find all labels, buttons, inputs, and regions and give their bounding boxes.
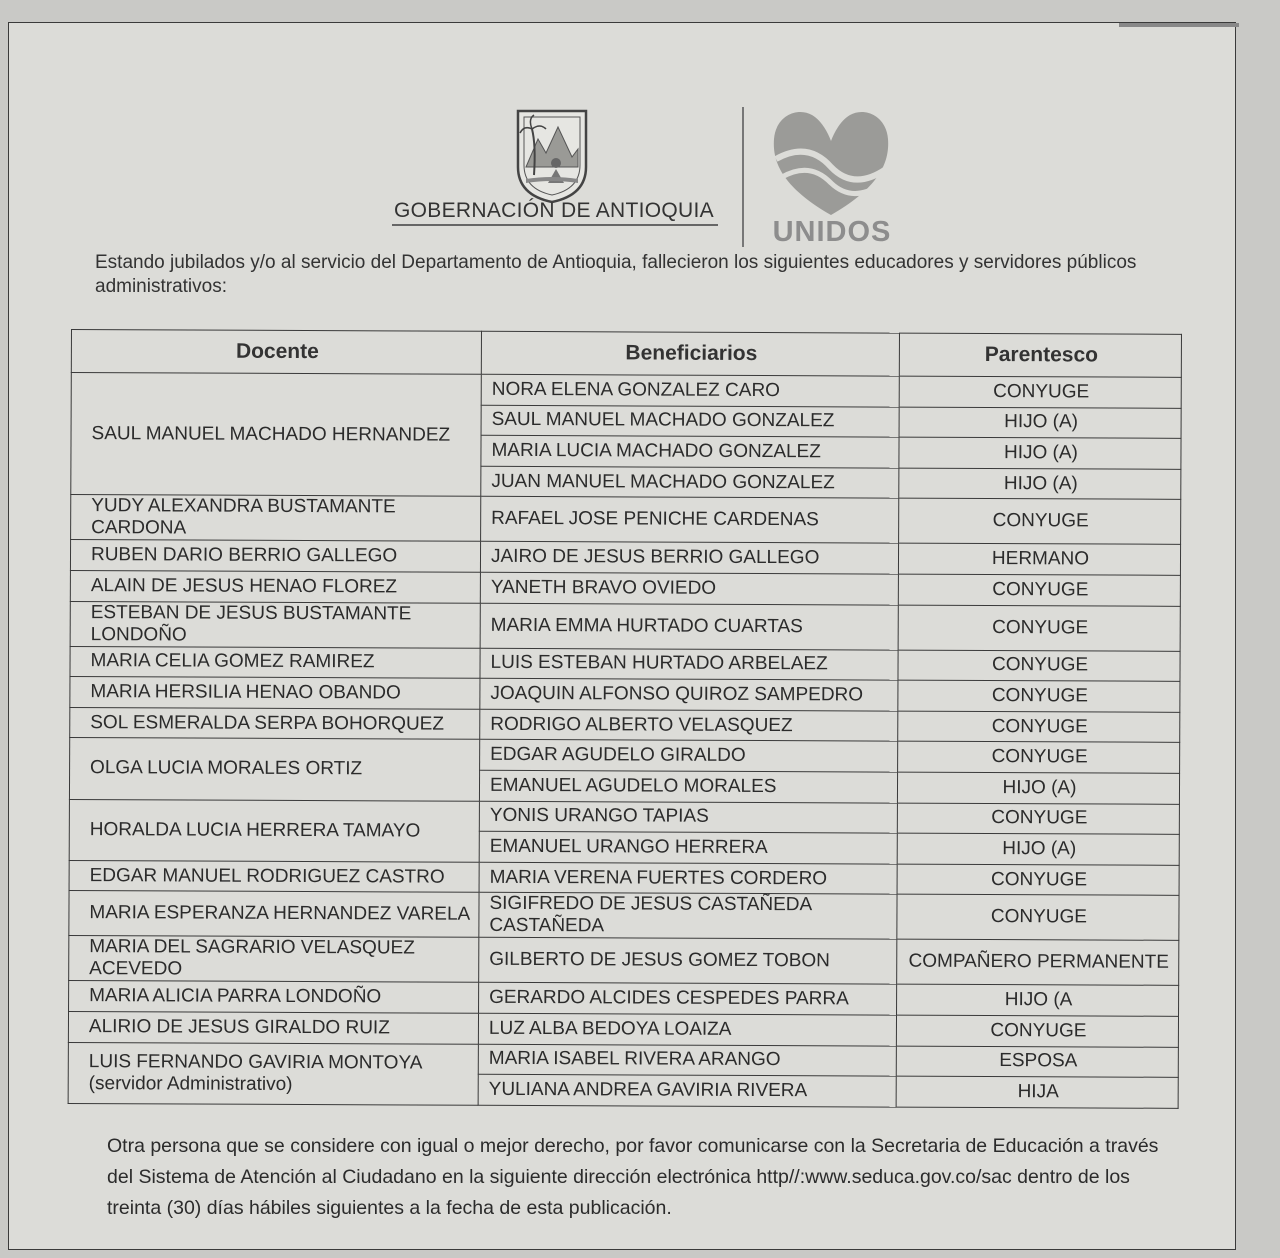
parentesco-cell: CONYUGE	[898, 741, 1180, 773]
beneficiario-cell: RAFAEL JOSE PENICHE CARDENAS	[481, 497, 899, 544]
beneficiario-cell: SIGIFREDO DE JESUS CASTAÑEDA CASTAÑEDA	[479, 893, 897, 940]
notice-page	[8, 22, 1236, 1250]
table-row	[70, 646, 1180, 681]
docente-cell: YUDY ALEXANDRA BUSTAMANTE CARDONA	[71, 495, 481, 542]
table-header-row	[71, 330, 1181, 378]
beneficiario-cell: EDGAR AGUDELO GIRALDO	[480, 740, 898, 772]
beneficiario-cell: EMANUEL AGUDELO MORALES	[479, 770, 897, 802]
table-row	[70, 540, 1180, 575]
table-row	[70, 570, 1180, 605]
table-row	[70, 601, 1180, 651]
beneficiario-cell: GERARDO ALCIDES CESPEDES PARRA	[479, 983, 897, 1015]
parentesco-cell: CONYUGE	[899, 376, 1181, 408]
docente-cell: MARIA CELIA GOMEZ RAMIREZ	[70, 646, 480, 678]
table-row	[71, 495, 1181, 545]
header-beneficiarios: Beneficiarios	[481, 331, 899, 376]
table-row	[69, 891, 1179, 941]
coat-of-arms-icon	[512, 105, 592, 205]
parentesco-cell: CONYUGE	[899, 498, 1181, 544]
table-row	[70, 677, 1180, 712]
beneficiario-cell: YONIS URANGO TAPIAS	[479, 801, 897, 833]
beneficiario-cell: EMANUEL URANGO HERRERA	[479, 831, 897, 863]
table-row	[69, 981, 1179, 1016]
table-row	[69, 799, 1179, 834]
docente-cell: SAUL MANUEL MACHADO HERNANDEZ	[71, 373, 482, 497]
table-row	[68, 1042, 1178, 1077]
beneficiario-cell: MARIA LUCIA MACHADO GONZALEZ	[481, 435, 899, 467]
beneficiario-cell: NORA ELENA GONZALEZ CARO	[481, 374, 899, 406]
beneficiario-cell: YANETH BRAVO OVIEDO	[480, 572, 898, 604]
parentesco-cell: COMPAÑERO PERMANENTE	[897, 939, 1179, 985]
parentesco-cell: CONYUGE	[897, 894, 1179, 940]
parentesco-cell: ESPOSA	[896, 1046, 1178, 1078]
header-parentesco: Parentesco	[899, 333, 1181, 377]
intro-paragraph: Estando jubilados y/o al servicio del Departamento de Antioquia, fallecieron los siguientes educadores y servidores públicos administrativos:	[95, 252, 1137, 297]
docente-cell: MARIA ALICIA PARRA LONDOÑO	[69, 981, 479, 1013]
closing-paragraph: Otra persona que se considere con igual o mejor derecho, por favor comunicarse con la Secretaria de Educación a través del Sistema de Atención al Ciudadano en la siguiente dirección electrónica http//:www.seduca.gov.co/sac dentro de los treinta (30) días hábiles siguientes a la fecha de esta publicación.	[107, 1135, 1159, 1219]
docente-cell: EDGAR MANUEL RODRIGUEZ CASTRO	[69, 860, 479, 892]
logo-header	[384, 83, 904, 253]
beneficiario-cell: LUZ ALBA BEDOYA LOAIZA	[478, 1013, 896, 1045]
beneficiario-cell: JOAQUIN ALFONSO QUIROZ SAMPEDRO	[480, 678, 898, 710]
parentesco-cell: HIJO (A)	[899, 407, 1181, 439]
parentesco-cell: CONYUGE	[898, 650, 1180, 682]
beneficiario-cell: GILBERTO DE JESUS GOMEZ TOBON	[479, 938, 897, 985]
beneficiario-cell: LUIS ESTEBAN HURTADO ARBELAEZ	[480, 648, 898, 680]
parentesco-cell: CONYUGE	[898, 680, 1180, 712]
beneficiario-cell: SAUL MANUEL MACHADO GONZALEZ	[481, 405, 899, 437]
docente-cell: OLGA LUCIA MORALES ORTIZ	[69, 738, 479, 801]
parentesco-cell: HIJO (A)	[899, 437, 1181, 469]
parentesco-cell: HIJO (A)	[899, 468, 1181, 500]
table-row	[70, 738, 1180, 773]
parentesco-cell: CONYUGE	[898, 574, 1180, 606]
unidos-wordmark: UNIDOS	[772, 216, 892, 248]
parentesco-cell: CONYUGE	[897, 803, 1179, 835]
beneficiario-cell: RODRIGO ALBERTO VELASQUEZ	[480, 709, 898, 741]
beneficiaries-table	[68, 329, 1182, 1109]
parentesco-cell: HIJA	[896, 1076, 1178, 1108]
parentesco-cell: CONYUGE	[896, 1015, 1178, 1047]
unidos-heart-icon	[768, 107, 894, 219]
beneficiario-cell: JUAN MANUEL MACHADO GONZALEZ	[481, 466, 899, 498]
beneficiario-cell: MARIA VERENA FUERTES CORDERO	[479, 862, 897, 894]
docente-cell: ALIRIO DE JESUS GIRALDO RUIZ	[68, 1011, 478, 1043]
beneficiario-cell: MARIA EMMA HURTADO CUARTAS	[480, 603, 898, 650]
beneficiario-cell: MARIA ISABEL RIVERA ARANGO	[478, 1044, 896, 1076]
docente-cell: RUBEN DARIO BERRIO GALLEGO	[70, 540, 480, 572]
parentesco-cell: CONYUGE	[898, 605, 1180, 651]
docente-cell: ALAIN DE JESUS HENAO FLOREZ	[70, 570, 480, 602]
parentesco-cell: HIJO (A	[897, 984, 1179, 1016]
docente-cell: MARIA HERSILIA HENAO OBANDO	[70, 677, 480, 709]
logo-divider	[742, 107, 744, 247]
table-row	[69, 936, 1179, 986]
parentesco-cell: CONYUGE	[897, 864, 1179, 896]
docente-cell: LUIS FERNANDO GAVIRIA MONTOYA (servidor Administrativo)	[68, 1042, 478, 1105]
docente-cell: MARIA ESPERANZA HERNANDEZ VARELA	[69, 891, 479, 938]
page-edge-mark	[1119, 23, 1239, 27]
parentesco-cell: HERMANO	[898, 543, 1180, 575]
table-row	[69, 860, 1179, 895]
table-row	[68, 1011, 1178, 1046]
docente-cell: HORALDA LUCIA HERRERA TAMAYO	[69, 799, 479, 862]
gobernacion-title: GOBERNACIÓN DE ANTIOQUIA	[394, 199, 714, 222]
beneficiario-cell: YULIANA ANDREA GAVIRIA RIVERA	[478, 1074, 896, 1106]
docente-cell: ESTEBAN DE JESUS BUSTAMANTE LONDOÑO	[70, 601, 480, 648]
header-docente: Docente	[71, 330, 481, 375]
parentesco-cell: HIJO (A)	[897, 833, 1179, 865]
docente-cell: MARIA DEL SAGRARIO VELASQUEZ ACEVEDO	[69, 936, 479, 983]
docente-cell: SOL ESMERALDA SERPA BOHORQUEZ	[70, 707, 480, 739]
parentesco-cell: HIJO (A)	[897, 772, 1179, 804]
gobernacion-underline	[392, 224, 718, 226]
table-row	[71, 373, 1181, 408]
beneficiario-cell: JAIRO DE JESUS BERRIO GALLEGO	[480, 542, 898, 574]
table-row	[70, 707, 1180, 742]
parentesco-cell: CONYUGE	[898, 711, 1180, 743]
